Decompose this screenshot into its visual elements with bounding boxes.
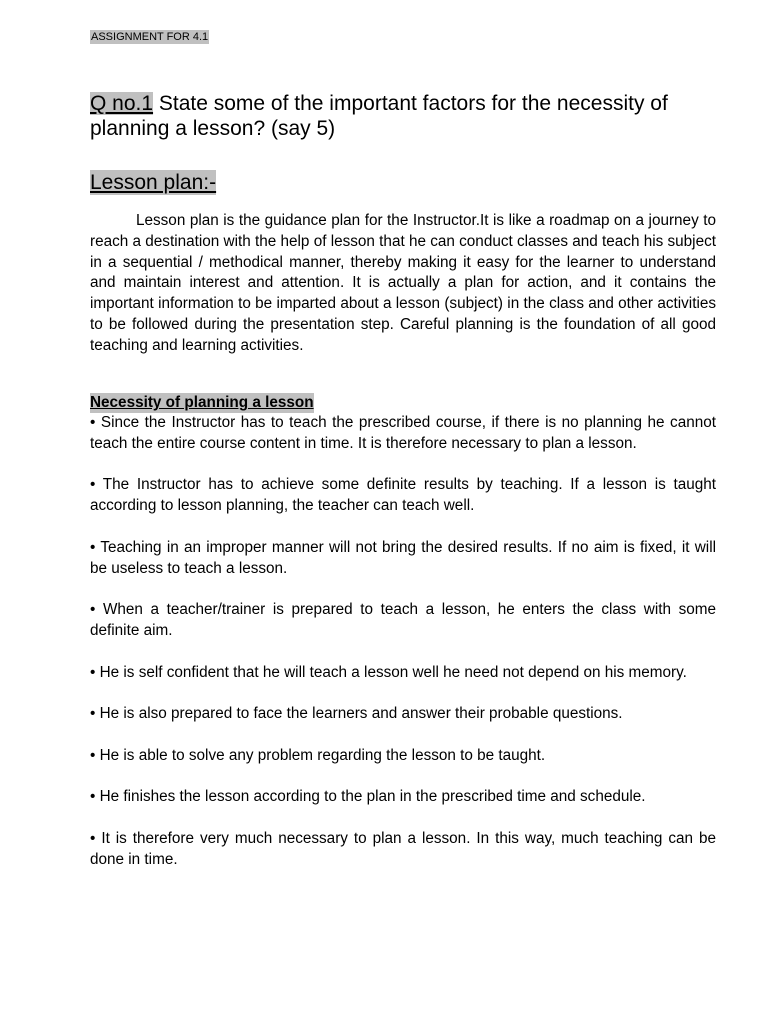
list-item: • He is also prepared to face the learners and answer their probable questions.	[90, 705, 623, 723]
necessity-list	[90, 413, 716, 891]
list-item: • He is able to solve any problem regarding the lesson to be taught.	[90, 746, 546, 764]
question-text: State some of the important factors for the necessity of planning a lesson? (say 5)	[90, 92, 668, 140]
list-item: • Teaching in an improper manner will not bring the desired results. If no aim is fixed, it will be useless to teach a lesson.	[90, 538, 716, 577]
assignment-header: ASSIGNMENT FOR 4.1	[91, 31, 209, 43]
list-item: • He finishes the lesson according to the plan in the prescribed time and schedule.	[90, 788, 646, 806]
list-item: • When a teacher/trainer is prepared to teach a lesson, he enters the class with some definite aim.	[90, 601, 716, 639]
question-heading	[90, 91, 720, 141]
list-item: • Since the Instructor has to teach the prescribed course, if there is no planning he cannot teach the entire course content in time. It is therefore necessary to plan a lesson.	[90, 414, 716, 452]
necessity-heading: Necessity of planning a lesson	[90, 394, 314, 411]
lesson-plan-heading: Lesson plan:-	[90, 171, 217, 194]
lesson-plan-paragraph: Lesson plan is the guidance plan for the Instructor.It is like a roadmap on a journey to reach a destination with the help of lesson that he can conduct classes and teach his subject in a sequential / methodical manner, thereby making it easy for the learner to understand and maintain interest and attention. It is actually a plan for action, and it contains the important information to be imparted about a lesson (subject) in the class and other activities to be followed during the presentation step. Careful planning is the foundation of all good teaching and learning activities.	[90, 212, 716, 354]
list-item: • It is therefore very much necessary to plan a lesson. In this way, much teaching can be done in time.	[90, 829, 716, 868]
question-number: Q no.1	[90, 92, 154, 115]
list-item: • He is self confident that he will teach a lesson well he need not depend on his memory.	[90, 663, 687, 681]
list-item: • The Instructor has to achieve some definite results by teaching. If a lesson is taught according to lesson planning, the teacher can teach well.	[90, 476, 716, 515]
